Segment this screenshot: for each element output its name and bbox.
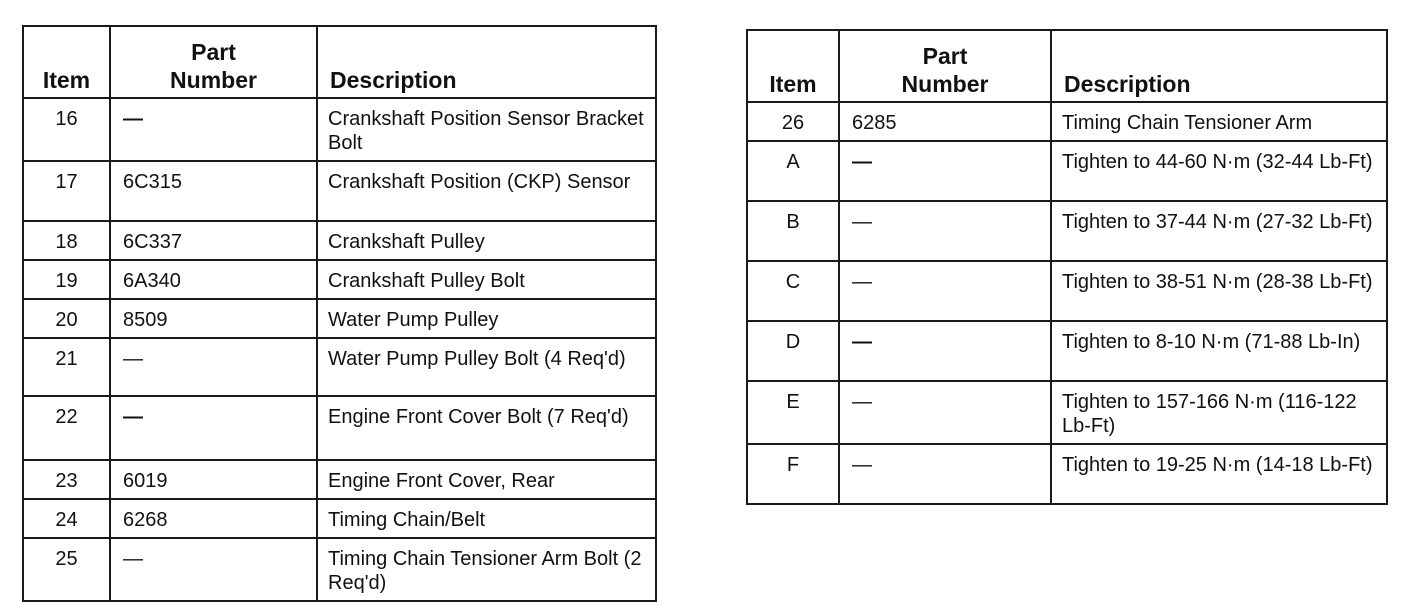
description-cell: Tighten to 8-10 N·m (71-88 Lb-In): [1051, 321, 1387, 381]
table-row: [23, 499, 656, 538]
table-row: [23, 396, 656, 460]
part-number-cell: 6C315: [110, 161, 317, 221]
part-number-cell: —: [839, 201, 1051, 261]
part-number-cell: —: [110, 338, 317, 396]
part-number-cell: —: [110, 396, 317, 460]
part-number-cell: 6A340: [110, 260, 317, 299]
table-row: [747, 201, 1387, 261]
item-cell: A: [747, 141, 839, 201]
description-cell: Tighten to 44-60 N·m (32-44 Lb-Ft): [1051, 141, 1387, 201]
part-number-cell: —: [839, 261, 1051, 321]
table-row: [747, 141, 1387, 201]
header-part-number: [839, 30, 1051, 102]
item-cell: 18: [23, 221, 110, 260]
description-cell: Water Pump Pulley: [317, 299, 656, 338]
part-number-cell: 6019: [110, 460, 317, 499]
header-row: [23, 26, 656, 98]
item-cell: 19: [23, 260, 110, 299]
parts-table-left: [22, 25, 657, 602]
part-number-cell: 6268: [110, 499, 317, 538]
header-part-line2: Number: [901, 71, 989, 97]
item-cell: 16: [23, 98, 110, 161]
header-row: [747, 30, 1387, 102]
header-item: Item: [747, 30, 839, 102]
table-row: [23, 460, 656, 499]
header-part-line1: Part: [922, 43, 968, 69]
part-number-cell: —: [110, 538, 317, 601]
part-number-cell: —: [110, 98, 317, 161]
item-cell: C: [747, 261, 839, 321]
table-row: [747, 381, 1387, 444]
item-cell: 22: [23, 396, 110, 460]
table-row: [23, 161, 656, 221]
part-number-cell: —: [839, 321, 1051, 381]
part-number-cell: —: [839, 141, 1051, 201]
item-cell: B: [747, 201, 839, 261]
item-cell: 23: [23, 460, 110, 499]
table-row: [23, 221, 656, 260]
part-number-cell: 6285: [839, 102, 1051, 141]
item-cell: 21: [23, 338, 110, 396]
header-item: Item: [23, 26, 110, 98]
part-number-cell: 8509: [110, 299, 317, 338]
description-cell: Engine Front Cover, Rear: [317, 460, 656, 499]
table-row: [23, 299, 656, 338]
description-cell: Crankshaft Pulley Bolt: [317, 260, 656, 299]
description-cell: Tighten to 38-51 N·m (28-38 Lb-Ft): [1051, 261, 1387, 321]
header-description: Description: [317, 26, 656, 98]
table-row: [747, 321, 1387, 381]
description-cell: Timing Chain Tensioner Arm: [1051, 102, 1387, 141]
description-cell: Crankshaft Position (CKP) Sensor: [317, 161, 656, 221]
part-number-cell: 6C337: [110, 221, 317, 260]
item-cell: 26: [747, 102, 839, 141]
item-cell: F: [747, 444, 839, 504]
header-part-number: [110, 26, 317, 98]
header-description: Description: [1051, 30, 1387, 102]
table-row: [747, 444, 1387, 504]
table-row: [747, 261, 1387, 321]
item-cell: 17: [23, 161, 110, 221]
table-row: [23, 260, 656, 299]
item-cell: E: [747, 381, 839, 444]
part-number-cell: —: [839, 444, 1051, 504]
table-row: [23, 338, 656, 396]
part-number-cell: —: [839, 381, 1051, 444]
description-cell: Tighten to 37-44 N·m (27-32 Lb-Ft): [1051, 201, 1387, 261]
item-cell: 20: [23, 299, 110, 338]
description-cell: Tighten to 19-25 N·m (14-18 Lb-Ft): [1051, 444, 1387, 504]
table-row: [23, 538, 656, 601]
description-cell: Tighten to 157-166 N·m (116-122 Lb-Ft): [1051, 381, 1387, 444]
description-cell: Timing Chain/Belt: [317, 499, 656, 538]
description-cell: Crankshaft Position Sensor Bracket Bolt: [317, 98, 656, 161]
header-part-line2: Number: [170, 67, 257, 93]
table-row: [747, 102, 1387, 141]
item-cell: 25: [23, 538, 110, 601]
item-cell: D: [747, 321, 839, 381]
description-cell: Engine Front Cover Bolt (7 Req'd): [317, 396, 656, 460]
description-cell: Water Pump Pulley Bolt (4 Req'd): [317, 338, 656, 396]
header-part-line1: Part: [191, 39, 236, 65]
description-cell: Crankshaft Pulley: [317, 221, 656, 260]
parts-table-right: [746, 29, 1388, 505]
item-cell: 24: [23, 499, 110, 538]
description-cell: Timing Chain Tensioner Arm Bolt (2 Req'd): [317, 538, 656, 601]
table-row: [23, 98, 656, 161]
